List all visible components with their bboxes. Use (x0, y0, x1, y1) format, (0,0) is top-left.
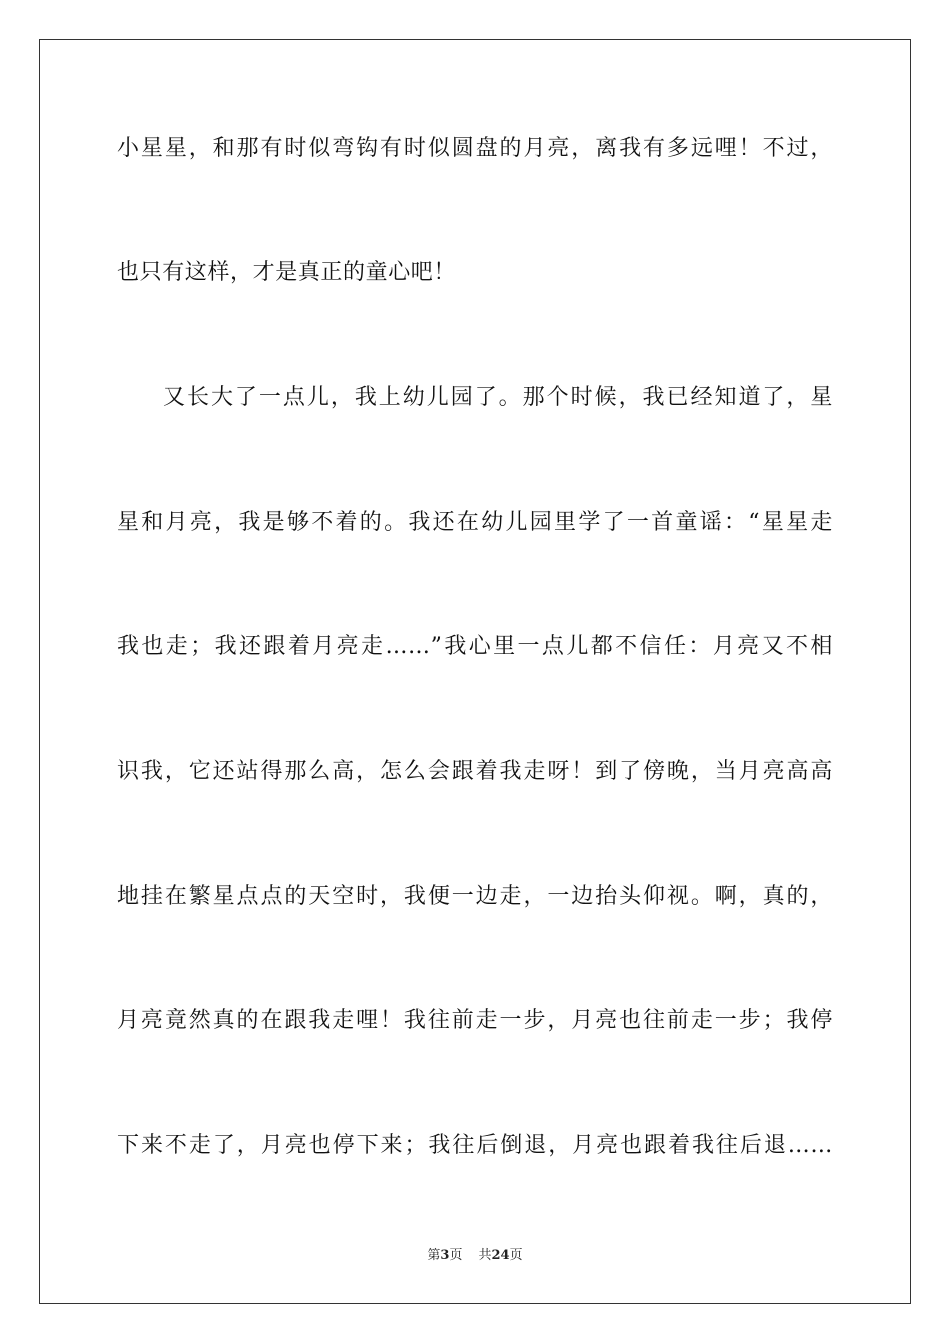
total-suffix: 页 (509, 1248, 523, 1263)
text-line-7: 地挂在繁星点点的天空时，我便一边走，一边抬头仰视。啊，真的， (117, 884, 833, 909)
text-line-5: 我也走；我还跟着月亮走……”我心里一点儿都不信任：月亮又不相 (117, 634, 833, 659)
text-line-2: 也只有这样，才是真正的童心吧！ (117, 260, 457, 285)
text-line-4: 星和月亮，我是够不着的。我还在幼儿园里学了一首童谣：“星星走 (117, 510, 833, 535)
text-line-1: 小星星，和那有时似弯钩有时似圆盘的月亮，离我有多远哩！不过， (117, 136, 833, 161)
total-pages: 24 (491, 1248, 510, 1263)
text-line-8: 月亮竟然真的在跟我走哩！我往前走一步，月亮也往前走一步；我停 (117, 1008, 833, 1033)
total-prefix: 共 (478, 1248, 492, 1263)
page-footer (0, 1247, 950, 1265)
text-line-3: 又长大了一点儿，我上幼儿园了。那个时候，我已经知道了，星 (163, 385, 833, 410)
page-border (39, 39, 911, 1304)
text-line-9: 下来不走了，月亮也停下来；我往后倒退，月亮也跟着我往后退…… (117, 1133, 833, 1158)
text-line-6: 识我，它还站得那么高，怎么会跟着我走呀！到了傍晚，当月亮高高 (117, 759, 833, 784)
page-suffix: 页 (449, 1248, 463, 1263)
page-prefix: 第 (427, 1248, 441, 1263)
page-number: 3 (440, 1248, 450, 1263)
